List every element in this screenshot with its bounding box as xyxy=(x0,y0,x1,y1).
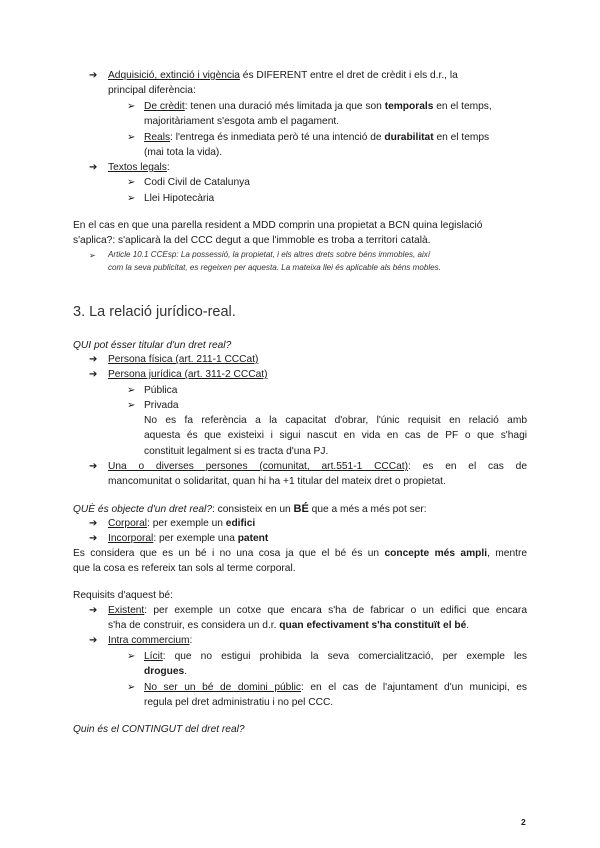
arrow-bullet-icon: ➔ xyxy=(89,533,98,544)
note-line: aquesta és que existeixi i sigui nascut en vida en cas de PF o que s'hagi xyxy=(144,430,527,441)
arrow-bullet-icon: ➔ xyxy=(89,461,98,472)
reals-item xyxy=(144,131,530,146)
triangle-bullet-icon: ➢ xyxy=(127,682,136,693)
corporal-text: : per exemple un xyxy=(147,518,226,529)
triangle-bullet-icon: ➢ xyxy=(127,101,136,112)
existent-label: Existent xyxy=(108,605,145,616)
contingut-question: Quin és el CONTINGUT del dret real? xyxy=(73,724,245,735)
concept-text-end: , mentre xyxy=(487,548,527,559)
credit-text: : tenen una duració més limitada ja que son xyxy=(184,101,385,112)
note-line: constituit legalment si es tracta d'una PJ. xyxy=(144,446,329,457)
reals-text-end: en el temps xyxy=(433,132,490,143)
licit-item xyxy=(144,650,527,665)
diverses-persones-item xyxy=(108,460,527,475)
qui-question: QUI pot ésser titular d'un dret real? xyxy=(73,340,232,351)
que-line xyxy=(73,502,427,518)
intra-commercium-colon: : xyxy=(189,635,193,646)
incorporal-item xyxy=(108,532,268,547)
incorporal-bold: patent xyxy=(237,533,269,544)
que-question: QUÈ és objecte d'un dret real? xyxy=(73,504,212,515)
triangle-bullet-icon: ➢ xyxy=(127,132,136,143)
triangle-bullet-icon: ➢ xyxy=(127,177,136,188)
que-text: : consisteix en un xyxy=(212,504,294,515)
textos-legals-label: Textos legals xyxy=(108,162,167,173)
textos-legals-colon: : xyxy=(166,162,170,173)
credit-text-end: en el temps, xyxy=(433,101,492,112)
concept-text: Es considera que es un bé i no una cosa ja que el bé és un xyxy=(73,548,385,559)
adquisicio-item xyxy=(108,69,527,84)
corporal-label: Corporal xyxy=(108,518,148,529)
section-heading: 3. La relació jurídico-real. xyxy=(73,304,236,320)
existent-text: : per exemple un cotxe que encara s'ha de fabricar o un edifici que encara xyxy=(144,605,527,616)
credit-label: De crèdit xyxy=(144,101,185,112)
persona-juridica-item: Persona jurídica (art. 311-2 CCCat) xyxy=(108,369,268,380)
publica-item: Pública xyxy=(144,385,178,396)
domini-public-text: : en el cas de l'ajuntament d'un municipi, es xyxy=(300,682,528,693)
licit-line2 xyxy=(144,665,187,680)
arrow-bullet-icon: ➔ xyxy=(89,369,98,380)
que-be-bold: BÉ xyxy=(293,503,309,515)
corporal-item xyxy=(108,517,255,532)
domini-public-line2: regula pel dret administratiu i no pel CCC. xyxy=(144,697,334,708)
diverses-persones-text: : es en el cas de xyxy=(408,461,527,472)
credit-line2: majoritàriament s'esgota amb el pagament. xyxy=(144,116,340,127)
adquisicio-text: és DIFERENT entre el dret de crèdit i els d.r., la xyxy=(239,70,458,81)
licit-bold: drogues xyxy=(144,666,185,677)
incorporal-text: : per exemple una xyxy=(153,533,238,544)
intra-commercium-label: Intra commercium xyxy=(108,635,190,646)
triangle-bullet-icon: ➢ xyxy=(127,385,136,396)
intra-commercium-item xyxy=(108,634,192,649)
domini-public-item xyxy=(144,681,527,696)
credit-bold: temporals xyxy=(384,101,434,112)
domini-public-label: No ser un bé de domini públic xyxy=(144,682,301,693)
triangle-bullet-icon: ➢ xyxy=(127,651,136,662)
diverses-persones-line2: mancomunitat o solidaritat, quan hi ha +1 titular del mateix dret o propietat. xyxy=(108,476,446,487)
note-line: No es fa referència a la capacitat d'obrar, l'únic requisit en relació amb xyxy=(144,415,527,426)
triangle-bullet-icon: ➢ xyxy=(89,251,96,260)
existent-line2-end: . xyxy=(466,620,470,631)
arrow-bullet-icon: ➔ xyxy=(89,635,98,646)
arrow-bullet-icon: ➔ xyxy=(89,162,98,173)
article-quote-line: Article 10.1 CCEsp: La possessió, la propietat, i els altres drets sobre béns immobles, així xyxy=(108,250,431,259)
triangle-bullet-icon: ➢ xyxy=(127,400,136,411)
paragraph-line: s'aplica?: s'aplicarà la del CCC degut a que l'immoble es troba a territori català. xyxy=(73,235,431,246)
reals-line2: (mai tota la vida). xyxy=(144,147,223,158)
paragraph-line: En el cas en que una parella resident a MDD comprin una propietat a BCN quina legislació xyxy=(73,220,483,231)
arrow-bullet-icon: ➔ xyxy=(89,354,98,365)
concept-line xyxy=(73,547,527,562)
licit-end: . xyxy=(184,666,188,677)
article-quote-line: com la seva publicitat, es regeixen per aquesta. La mateixa llei és aplicable als béns mobles. xyxy=(108,263,441,272)
incorporal-label: Incorporal xyxy=(108,533,154,544)
adquisicio-text-line2: principal diferència: xyxy=(108,85,196,96)
triangle-bullet-icon: ➢ xyxy=(127,193,136,204)
requisits-title: Requisits d'aquest bé: xyxy=(73,590,173,601)
arrow-bullet-icon: ➔ xyxy=(89,70,98,81)
arrow-bullet-icon: ➔ xyxy=(89,605,98,616)
concept-line2: que la cosa es refereix tan sols al terme corporal. xyxy=(73,563,296,574)
persona-fisica-item: Persona física (art. 211-1 CCCat) xyxy=(108,354,259,365)
textos-legals-item xyxy=(108,161,170,176)
ccc-item: Codi Civil de Catalunya xyxy=(144,177,250,188)
adquisicio-label: Adquisició, extinció i vigència xyxy=(108,70,240,81)
reals-text: : l'entrega és inmediata però té una intenció de xyxy=(170,132,385,143)
existent-item xyxy=(108,604,527,619)
reals-bold: durabilitat xyxy=(384,132,434,143)
que-text-end: que a més a més pot ser: xyxy=(308,504,427,515)
existent-line2 xyxy=(108,619,469,634)
arrow-bullet-icon: ➔ xyxy=(89,518,98,529)
lh-item: Llei Hipotecària xyxy=(144,193,215,204)
existent-line2-bold: quan efectivament s'ha constituït el bé xyxy=(279,620,467,631)
existent-line2-text: s'ha de construir, es considera un d.r. xyxy=(108,620,280,631)
licit-label: Lícit xyxy=(144,651,163,662)
diverses-persones-label: Una o diverses persones (comunitat, art.551-1 CCCat) xyxy=(108,461,409,472)
reals-label: Reals xyxy=(144,132,171,143)
corporal-bold: edifici xyxy=(225,518,256,529)
concept-bold: concepte més ampli xyxy=(384,548,488,559)
credit-item xyxy=(144,100,530,115)
page-number: 2 xyxy=(521,817,526,827)
privada-item: Privada xyxy=(144,400,179,411)
licit-text: : que no estigui prohibida la seva comercialització, per exemple les xyxy=(162,651,527,662)
